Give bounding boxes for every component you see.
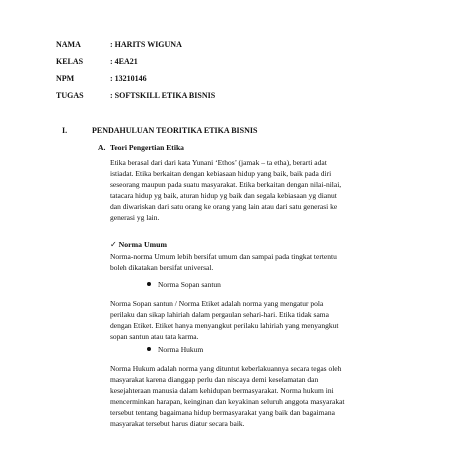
paragraph-line: mencerminkan harapan, keinginan dan keyakinan seluruh anggota masyarakat [110,397,345,407]
paragraph-line: tatacara hidup yg baik, aturan hidup yg baik dan segala kebiasaan yg dianut [110,191,337,201]
subsection-letter: A. [98,143,106,152]
header-label-kelas: KELAS [56,57,84,66]
bullet-dot-icon [147,282,151,286]
paragraph-line: Norma-norma Umum lebih bersifat umum dan sampai pada tingkat tertentu [110,252,337,261]
subsection-title: Teori Pengertian Etika [110,143,184,152]
bullet-item-sopan-santun [147,280,221,289]
header-value-kelas: : 4EA21 [110,57,138,66]
paragraph-etika [110,157,341,224]
paragraph-line: kesejahteraan manusia dalam kehidupan bermasyarakat. Norma hukum ini [110,386,334,396]
paragraph-line: boleh dikatakan bersifat universal. [110,263,214,273]
paragraph-line: sopan santun atau tata karma. [110,332,199,342]
header-value-nama: : HARITS WIGUNA [110,40,182,49]
bullet-label: Norma Sopan santun [158,280,221,289]
paragraph-line: istiadat. Etika berkaitan dengan kebiasaan hidup yang baik, baik pada diri [110,169,332,179]
bullet-dot-icon [147,347,151,351]
paragraph-line: perilaku dan sikap lahiriah dalam pergaulan sehari-hari. Etika tidak sama [110,310,329,320]
header-label-tugas: TUGAS [56,91,84,100]
checkmark-icon: ✓ [110,240,117,249]
paragraph-line: dengan Etiket. Etiket hanya menyangkut perilaku lahiriah yang menyangkut [110,321,339,331]
norma-umum-title: Norma Umum [118,240,167,249]
header-value-tugas: : SOFTSKILL ETIKA BISNIS [110,91,216,100]
paragraph-hukum [110,363,345,430]
norma-umum-heading [110,240,167,249]
paragraph-line: dan diwariskan dari satu orang ke orang yang lain atau dari satu generasi ke [110,202,338,212]
paragraph-line: tersebut tentang bagaimana hidup bermasyarakat yang baik dan bagaimana [110,408,335,418]
paragraph-line: masyarakat karena dianggap perlu dan niscaya demi keselamatan dan [110,375,319,385]
paragraph-line: generasi yg lain. [110,213,160,223]
paragraph-line: masyarakat tersebut harus diatur secara baik. [110,419,245,429]
bullet-item-hukum [147,345,203,354]
paragraph-line: Etika berasal dari dari kata Yunani ‘Ethos’ (jamak – ta etha), berarti adat [110,158,327,167]
paragraph-norma-umum [110,251,337,273]
header-label-npm: NPM [56,74,75,83]
header-value-npm: : 13210146 [110,74,147,83]
paragraph-sopan-santun [110,298,338,342]
header-label-nama: NAMA [56,40,81,49]
paragraph-line: seseorang maupun pada suatu masyarakat. Etika berkaitan dengan nilai-nilai, [110,180,342,190]
section-numeral: I. [62,126,68,135]
section-title: PENDAHULUAN TEORITIKA ETIKA BISNIS [92,126,258,135]
bullet-label: Norma Hukum [158,345,204,354]
paragraph-line: Norma Sopan santun / Norma Etiket adalah norma yang mengatur pola [110,299,324,308]
paragraph-line: Norma Hukum adalah norma yang dituntut keberlakuannya secara tegas oleh [110,364,342,373]
